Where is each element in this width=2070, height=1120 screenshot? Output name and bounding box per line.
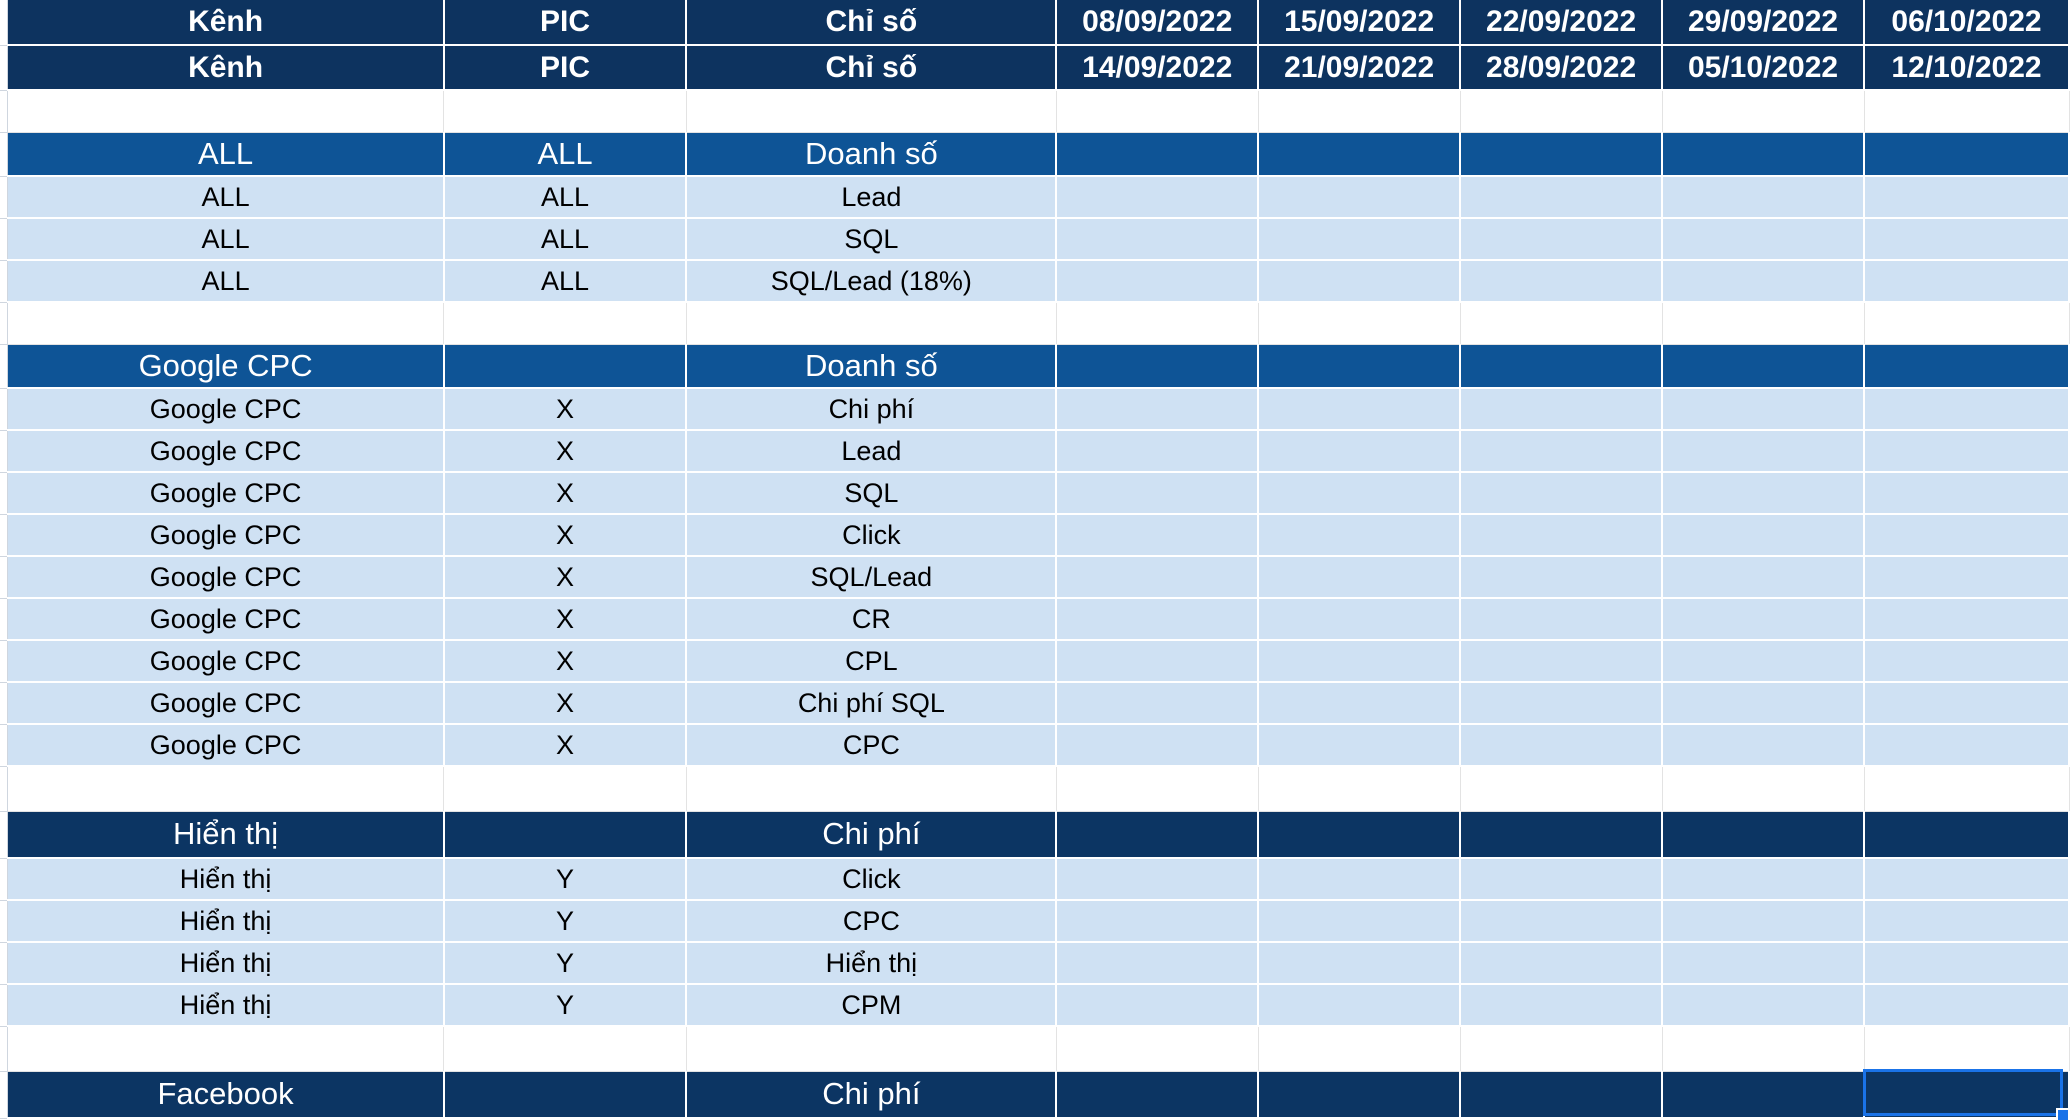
data-row [0,984,2069,1026]
value-cell[interactable] [1056,682,1258,724]
value-cell[interactable] [1662,900,1864,942]
value-cell[interactable] [1662,472,1864,514]
row-gutter [0,132,8,176]
empty-cell[interactable] [686,1026,1056,1071]
channel-cell[interactable]: Google CPC [8,430,444,472]
row-gutter [0,176,8,218]
pic-cell[interactable]: ALL [444,176,687,218]
data-row [0,900,2069,942]
value-cell[interactable] [1056,556,1258,598]
channel-cell[interactable]: Google CPC [8,556,444,598]
row-gutter [0,556,8,598]
empty-cell[interactable] [1864,766,2069,811]
value-cell[interactable] [1460,218,1662,260]
value-cell[interactable] [1258,811,1460,858]
row-gutter [0,90,8,132]
value-cell[interactable] [1258,942,1460,984]
value-cell[interactable] [1258,260,1460,302]
value-cell[interactable] [1662,388,1864,430]
row-gutter [0,811,8,858]
data-row [0,260,2069,302]
value-cell[interactable] [1056,132,1258,176]
pic-cell[interactable]: X [444,472,687,514]
data-row [0,858,2069,900]
value-cell[interactable] [1258,388,1460,430]
pic-cell[interactable]: X [444,388,687,430]
header-cell-week4-end[interactable]: 05/10/2022 [1662,45,1864,90]
value-cell[interactable] [1460,682,1662,724]
empty-cell[interactable] [1056,90,1258,132]
header-row-start-dates [0,0,2069,45]
pic-cell[interactable]: X [444,598,687,640]
channel-cell[interactable]: Google CPC [8,724,444,766]
metric-cell[interactable]: Click [686,858,1056,900]
empty-cell[interactable] [1258,302,1460,344]
value-cell[interactable] [1864,900,2069,942]
section-channel-cell[interactable]: Hiển thị [8,811,444,858]
value-cell[interactable] [1258,984,1460,1026]
row-gutter [0,45,8,90]
row-gutter [0,900,8,942]
data-row [0,682,2069,724]
section-row-facebook [0,1071,2069,1118]
value-cell[interactable] [1056,724,1258,766]
value-cell[interactable] [1662,984,1864,1026]
value-cell[interactable] [1460,430,1662,472]
value-cell[interactable] [1662,176,1864,218]
channel-cell[interactable]: Hiển thị [8,942,444,984]
pic-cell[interactable]: X [444,430,687,472]
header-cell-pic[interactable]: PIC [444,0,687,45]
value-cell[interactable] [1864,942,2069,984]
pic-cell[interactable]: X [444,682,687,724]
section-metric-cell[interactable]: Doanh số [686,132,1056,176]
value-cell[interactable] [1460,724,1662,766]
empty-cell[interactable] [1662,90,1864,132]
value-cell[interactable] [1258,472,1460,514]
row-gutter [0,724,8,766]
pic-cell[interactable]: X [444,556,687,598]
value-cell[interactable] [1460,1071,1662,1118]
value-cell[interactable] [1258,430,1460,472]
value-cell[interactable] [1460,811,1662,858]
value-cell[interactable] [1258,514,1460,556]
value-cell[interactable] [1864,556,2069,598]
metric-cell[interactable]: Lead [686,176,1056,218]
value-cell[interactable] [1864,724,2069,766]
value-cell[interactable] [1662,724,1864,766]
value-cell[interactable] [1460,344,1662,388]
data-row [0,218,2069,260]
row-gutter [0,218,8,260]
pic-cell[interactable]: Y [444,984,687,1026]
value-cell[interactable] [1056,598,1258,640]
value-cell[interactable] [1864,388,2069,430]
value-cell[interactable] [1662,132,1864,176]
value-cell[interactable] [1662,858,1864,900]
row-gutter [0,302,8,344]
empty-cell[interactable] [1662,1026,1864,1071]
data-row [0,472,2069,514]
value-cell[interactable] [1258,640,1460,682]
value-cell[interactable] [1258,556,1460,598]
value-cell[interactable] [1662,942,1864,984]
pic-cell[interactable]: Y [444,858,687,900]
empty-cell[interactable] [1056,766,1258,811]
value-cell[interactable] [1056,900,1258,942]
metric-cell[interactable]: SQL [686,218,1056,260]
value-cell[interactable] [1864,984,2069,1026]
value-cell[interactable] [1864,344,2069,388]
empty-cell[interactable] [686,90,1056,132]
channel-cell[interactable]: Hiển thị [8,858,444,900]
value-cell[interactable] [1056,811,1258,858]
value-cell[interactable] [1056,640,1258,682]
section-pic-cell[interactable]: ALL [444,132,687,176]
empty-cell[interactable] [444,90,687,132]
value-cell[interactable] [1258,682,1460,724]
empty-cell[interactable] [444,302,687,344]
row-gutter [0,388,8,430]
section-metric-cell[interactable]: Chi phí [686,811,1056,858]
row-gutter [0,344,8,388]
metric-cell[interactable]: CR [686,598,1056,640]
value-cell[interactable] [1864,858,2069,900]
pic-cell[interactable]: X [444,514,687,556]
section-row-google-cpc [0,344,2069,388]
value-cell[interactable] [1460,132,1662,176]
value-cell[interactable] [1460,260,1662,302]
empty-cell[interactable] [1460,302,1662,344]
value-cell[interactable] [1662,260,1864,302]
empty-cell[interactable] [8,1026,444,1071]
metric-cell[interactable]: CPC [686,900,1056,942]
value-cell[interactable] [1460,388,1662,430]
header-cell-week1-start[interactable]: 08/09/2022 [1056,0,1258,45]
section-channel-cell[interactable]: ALL [8,132,444,176]
empty-cell[interactable] [8,302,444,344]
row-gutter [0,1071,8,1118]
value-cell[interactable] [1258,900,1460,942]
row-gutter [0,1026,8,1071]
section-pic-cell[interactable] [444,811,687,858]
channel-cell[interactable]: Google CPC [8,682,444,724]
value-cell[interactable] [1460,984,1662,1026]
value-cell[interactable] [1864,640,2069,682]
data-row [0,724,2069,766]
value-cell[interactable] [1662,430,1864,472]
section-metric-cell[interactable]: Doanh số [686,344,1056,388]
empty-cell[interactable] [1460,766,1662,811]
channel-cell[interactable]: Hiển thị [8,900,444,942]
value-cell[interactable] [1460,942,1662,984]
metric-cell[interactable]: Chi phí [686,388,1056,430]
section-channel-cell[interactable]: Google CPC [8,344,444,388]
metric-cell[interactable]: SQL [686,472,1056,514]
row-gutter [0,640,8,682]
value-cell[interactable] [1460,176,1662,218]
value-cell[interactable] [1864,260,2069,302]
value-cell[interactable] [1864,472,2069,514]
empty-cell[interactable] [444,1026,687,1071]
value-cell[interactable] [1864,218,2069,260]
empty-cell[interactable] [1258,90,1460,132]
value-cell[interactable] [1662,556,1864,598]
value-cell[interactable] [1056,514,1258,556]
value-cell[interactable] [1662,811,1864,858]
value-cell[interactable] [1864,514,2069,556]
channel-cell[interactable]: Google CPC [8,514,444,556]
channel-cell[interactable]: ALL [8,176,444,218]
data-row [0,176,2069,218]
value-cell[interactable] [1056,472,1258,514]
value-cell[interactable] [1864,598,2069,640]
channel-cell[interactable]: Hiển thị [8,984,444,1026]
value-cell[interactable] [1460,514,1662,556]
header-cell-channel[interactable]: Kênh [8,45,444,90]
value-cell[interactable] [1258,598,1460,640]
value-cell[interactable] [1056,218,1258,260]
value-cell[interactable] [1662,344,1864,388]
empty-cell[interactable] [686,766,1056,811]
metric-cell[interactable]: Chi phí SQL [686,682,1056,724]
empty-cell[interactable] [1662,302,1864,344]
header-row-end-dates [0,45,2069,90]
pic-cell[interactable]: Y [444,900,687,942]
data-row [0,430,2069,472]
metric-cell[interactable]: CPC [686,724,1056,766]
data-row [0,514,2069,556]
channel-cell[interactable]: ALL [8,260,444,302]
row-gutter [0,472,8,514]
value-cell[interactable] [1258,724,1460,766]
header-cell-metric[interactable]: Chỉ số [686,0,1056,45]
value-cell[interactable] [1056,984,1258,1026]
metric-cell[interactable]: CPL [686,640,1056,682]
section-channel-cell[interactable]: Facebook [8,1071,444,1118]
value-cell[interactable] [1460,472,1662,514]
value-cell[interactable] [1864,682,2069,724]
empty-cell[interactable] [1864,90,2069,132]
value-cell[interactable] [1056,1071,1258,1118]
pic-cell[interactable]: X [444,724,687,766]
header-cell-week2-start[interactable]: 15/09/2022 [1258,0,1460,45]
metric-cell[interactable]: Lead [686,430,1056,472]
selected-cell[interactable] [1864,1071,2069,1118]
empty-cell[interactable] [8,90,444,132]
header-cell-week3-start[interactable]: 22/09/2022 [1460,0,1662,45]
blank-row [0,302,2069,344]
row-gutter [0,766,8,811]
blank-row [0,766,2069,811]
value-cell[interactable] [1460,900,1662,942]
data-row [0,388,2069,430]
value-cell[interactable] [1864,132,2069,176]
row-gutter [0,942,8,984]
value-cell[interactable] [1662,514,1864,556]
value-cell[interactable] [1864,176,2069,218]
data-row [0,640,2069,682]
value-cell[interactable] [1258,176,1460,218]
pic-cell[interactable]: Y [444,942,687,984]
channel-cell[interactable]: Google CPC [8,598,444,640]
row-gutter [0,0,8,45]
header-cell-week4-start[interactable]: 29/09/2022 [1662,0,1864,45]
empty-cell[interactable] [1258,1026,1460,1071]
row-gutter [0,984,8,1026]
empty-cell[interactable] [1460,1026,1662,1071]
value-cell[interactable] [1864,811,2069,858]
channel-cell[interactable]: Google CPC [8,388,444,430]
header-cell-week1-end[interactable]: 14/09/2022 [1056,45,1258,90]
value-cell[interactable] [1460,640,1662,682]
empty-cell[interactable] [1864,1026,2069,1071]
data-row [0,598,2069,640]
row-gutter [0,430,8,472]
data-row [0,942,2069,984]
row-gutter [0,682,8,724]
channel-cell[interactable]: Google CPC [8,640,444,682]
value-cell[interactable] [1056,430,1258,472]
value-cell[interactable] [1864,430,2069,472]
value-cell[interactable] [1662,640,1864,682]
empty-cell[interactable] [686,302,1056,344]
value-cell[interactable] [1258,344,1460,388]
value-cell[interactable] [1056,858,1258,900]
metric-cell[interactable]: Hiển thị [686,942,1056,984]
empty-cell[interactable] [1460,90,1662,132]
blank-row [0,1026,2069,1071]
empty-cell[interactable] [1662,766,1864,811]
empty-cell[interactable] [1056,302,1258,344]
metric-cell[interactable]: SQL/Lead [686,556,1056,598]
header-cell-week3-end[interactable]: 28/09/2022 [1460,45,1662,90]
pic-cell[interactable]: ALL [444,218,687,260]
empty-cell[interactable] [8,766,444,811]
value-cell[interactable] [1258,1071,1460,1118]
value-cell[interactable] [1056,260,1258,302]
header-cell-pic[interactable]: PIC [444,45,687,90]
empty-cell[interactable] [444,766,687,811]
row-gutter [0,514,8,556]
value-cell[interactable] [1662,1071,1864,1118]
value-cell[interactable] [1056,942,1258,984]
value-cell[interactable] [1258,218,1460,260]
section-row-display [0,811,2069,858]
section-pic-cell[interactable] [444,344,687,388]
header-cell-week5-end[interactable]: 12/10/2022 [1864,45,2069,90]
empty-cell[interactable] [1258,766,1460,811]
value-cell[interactable] [1460,556,1662,598]
value-cell[interactable] [1258,858,1460,900]
row-gutter [0,598,8,640]
row-gutter [0,260,8,302]
header-cell-week2-end[interactable]: 21/09/2022 [1258,45,1460,90]
value-cell[interactable] [1056,388,1258,430]
value-cell[interactable] [1056,344,1258,388]
value-cell[interactable] [1662,598,1864,640]
empty-cell[interactable] [1056,1026,1258,1071]
blank-row [0,90,2069,132]
value-cell[interactable] [1460,598,1662,640]
value-cell[interactable] [1662,218,1864,260]
pic-cell[interactable]: X [444,640,687,682]
header-cell-channel[interactable]: Kênh [8,0,444,45]
section-row-all [0,132,2069,176]
empty-cell[interactable] [1864,302,2069,344]
section-metric-cell[interactable]: Chi phí [686,1071,1056,1118]
section-pic-cell[interactable] [444,1071,687,1118]
channel-cell[interactable]: ALL [8,218,444,260]
value-cell[interactable] [1662,682,1864,724]
value-cell[interactable] [1258,132,1460,176]
metric-cell[interactable]: SQL/Lead (18%) [686,260,1056,302]
header-cell-week5-start[interactable]: 06/10/2022 [1864,0,2069,45]
data-row [0,556,2069,598]
row-gutter [0,858,8,900]
header-cell-metric[interactable]: Chỉ số [686,45,1056,90]
value-cell[interactable] [1460,858,1662,900]
channel-cell[interactable]: Google CPC [8,472,444,514]
pic-cell[interactable]: ALL [444,260,687,302]
metric-cell[interactable]: Click [686,514,1056,556]
metric-cell[interactable]: CPM [686,984,1056,1026]
value-cell[interactable] [1056,176,1258,218]
